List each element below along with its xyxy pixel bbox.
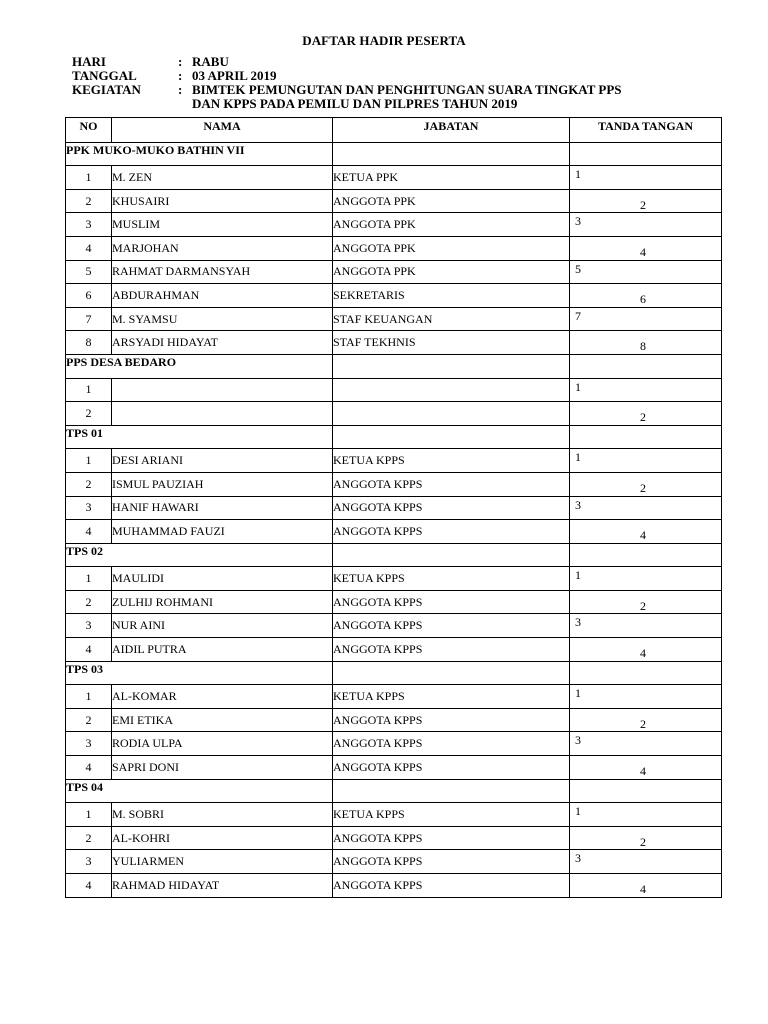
signature-cell[interactable] bbox=[570, 213, 722, 237]
signature-cell[interactable] bbox=[570, 142, 722, 166]
group-row bbox=[66, 354, 722, 378]
cell-no: 1 bbox=[66, 166, 112, 190]
cell-jabatan: ANGGOTA KPPS bbox=[333, 708, 570, 732]
cell-nama: DESI ARIANI bbox=[112, 449, 333, 473]
cell-no: 2 bbox=[66, 402, 112, 426]
cell-nama: HANIF HAWARI bbox=[112, 496, 333, 520]
cell-no: 1 bbox=[66, 685, 112, 709]
cell-no: 1 bbox=[66, 378, 112, 402]
signature-number: 2 bbox=[640, 716, 646, 731]
table-row bbox=[66, 402, 722, 426]
meta-block bbox=[72, 55, 632, 111]
cell-jabatan: ANGGOTA KPPS bbox=[333, 756, 570, 780]
table-row bbox=[66, 307, 722, 331]
cell-no: 4 bbox=[66, 874, 112, 898]
signature-number: 6 bbox=[640, 292, 646, 307]
signature-cell[interactable] bbox=[570, 189, 722, 213]
meta-value: BIMTEK PEMUNGUTAN DAN PENGHITUNGAN SUARA TINGKAT PPS DAN KPPS PADA PEMILU DAN PILPRES TAHUN 2019 bbox=[192, 82, 622, 111]
empty-cell bbox=[333, 425, 570, 449]
group-title: TPS 01 bbox=[66, 425, 333, 449]
cell-no: 4 bbox=[66, 236, 112, 260]
signature-number: 7 bbox=[575, 308, 581, 323]
empty-cell bbox=[333, 354, 570, 378]
signature-number: 1 bbox=[575, 450, 581, 465]
cell-jabatan: STAF TEKHNIS bbox=[333, 331, 570, 355]
group-row bbox=[66, 543, 722, 567]
signature-cell[interactable] bbox=[570, 708, 722, 732]
cell-nama: AL-KOMAR bbox=[112, 685, 333, 709]
cell-no: 2 bbox=[66, 826, 112, 850]
signature-cell[interactable] bbox=[570, 260, 722, 284]
cell-no: 2 bbox=[66, 590, 112, 614]
cell-jabatan: ANGGOTA KPPS bbox=[333, 614, 570, 638]
cell-no: 1 bbox=[66, 449, 112, 473]
cell-nama: EMI ETIKA bbox=[112, 708, 333, 732]
cell-jabatan: KETUA KPPS bbox=[333, 449, 570, 473]
cell-nama: KHUSAIRI bbox=[112, 189, 333, 213]
cell-nama: M. ZEN bbox=[112, 166, 333, 190]
signature-cell[interactable] bbox=[570, 874, 722, 898]
cell-no: 8 bbox=[66, 331, 112, 355]
table-row bbox=[66, 732, 722, 756]
cell-jabatan: ANGGOTA KPPS bbox=[333, 638, 570, 662]
cell-jabatan: KETUA KPPS bbox=[333, 803, 570, 827]
signature-number: 3 bbox=[575, 851, 581, 866]
cell-nama: M. SOBRI bbox=[112, 803, 333, 827]
signature-number: 3 bbox=[575, 497, 581, 512]
group-row bbox=[66, 425, 722, 449]
cell-jabatan: ANGGOTA KPPS bbox=[333, 850, 570, 874]
table-row bbox=[66, 850, 722, 874]
cell-jabatan: ANGGOTA KPPS bbox=[333, 496, 570, 520]
signature-number: 4 bbox=[640, 244, 646, 259]
header-nama: NAMA bbox=[112, 118, 333, 143]
meta-label: HARI bbox=[72, 54, 106, 69]
table-row bbox=[66, 331, 722, 355]
signature-number: 8 bbox=[640, 339, 646, 354]
signature-cell[interactable] bbox=[570, 826, 722, 850]
cell-nama: SAPRI DONI bbox=[112, 756, 333, 780]
signature-cell[interactable] bbox=[570, 638, 722, 662]
signature-cell[interactable] bbox=[570, 402, 722, 426]
signature-cell[interactable] bbox=[570, 425, 722, 449]
table-row bbox=[66, 756, 722, 780]
signature-number: 4 bbox=[640, 882, 646, 896]
cell-no: 2 bbox=[66, 472, 112, 496]
cell-jabatan: KETUA KPPS bbox=[333, 685, 570, 709]
signature-cell[interactable] bbox=[570, 732, 722, 756]
signature-number: 5 bbox=[575, 261, 581, 276]
signature-number: 4 bbox=[640, 646, 646, 661]
signature-cell[interactable] bbox=[570, 331, 722, 355]
cell-nama: ZULHIJ ROHMANI bbox=[112, 590, 333, 614]
table-row bbox=[66, 614, 722, 638]
table-row bbox=[66, 590, 722, 614]
group-title: TPS 02 bbox=[66, 543, 333, 567]
meta-row-tanggal bbox=[72, 69, 632, 83]
table-row bbox=[66, 638, 722, 662]
signature-cell[interactable] bbox=[570, 685, 722, 709]
group-row bbox=[66, 779, 722, 803]
cell-no: 1 bbox=[66, 803, 112, 827]
header-tanda-tangan: TANDA TANGAN bbox=[570, 118, 722, 143]
empty-cell bbox=[333, 543, 570, 567]
cell-no: 1 bbox=[66, 567, 112, 591]
group-title: TPS 04 bbox=[66, 779, 333, 803]
table-row bbox=[66, 189, 722, 213]
meta-colon: : bbox=[178, 82, 183, 97]
signature-cell[interactable] bbox=[570, 543, 722, 567]
signature-cell[interactable] bbox=[570, 354, 722, 378]
table-row bbox=[66, 520, 722, 544]
cell-no: 6 bbox=[66, 284, 112, 308]
meta-label: TANGGAL bbox=[72, 68, 137, 83]
signature-number: 3 bbox=[575, 733, 581, 748]
group-title: PPK MUKO-MUKO BATHIN VII bbox=[66, 142, 333, 166]
signature-cell[interactable] bbox=[570, 661, 722, 685]
signature-cell[interactable] bbox=[570, 378, 722, 402]
cell-nama: MARJOHAN bbox=[112, 236, 333, 260]
signature-cell[interactable] bbox=[570, 307, 722, 331]
signature-number: 2 bbox=[640, 197, 646, 212]
meta-value: RABU bbox=[192, 54, 229, 69]
signature-number: 4 bbox=[640, 764, 646, 779]
table-body bbox=[66, 142, 722, 897]
signature-number: 2 bbox=[640, 410, 646, 425]
cell-jabatan: ANGGOTA KPPS bbox=[333, 520, 570, 544]
signature-number: 4 bbox=[640, 528, 646, 543]
signature-cell[interactable] bbox=[570, 472, 722, 496]
cell-nama: MUSLIM bbox=[112, 213, 333, 237]
cell-nama: AIDIL PUTRA bbox=[112, 638, 333, 662]
signature-cell[interactable] bbox=[570, 284, 722, 308]
table-row bbox=[66, 472, 722, 496]
cell-no: 4 bbox=[66, 638, 112, 662]
cell-jabatan: ANGGOTA PPK bbox=[333, 260, 570, 284]
table-row bbox=[66, 803, 722, 827]
signature-number: 2 bbox=[640, 834, 646, 849]
cell-nama: ARSYADI HIDAYAT bbox=[112, 331, 333, 355]
table-row bbox=[66, 685, 722, 709]
meta-row-hari bbox=[72, 55, 632, 69]
document-title: DAFTAR HADIR PESERTA bbox=[302, 33, 466, 48]
cell-no: 4 bbox=[66, 756, 112, 780]
table-row bbox=[66, 378, 722, 402]
cell-jabatan: ANGGOTA PPK bbox=[333, 213, 570, 237]
signature-cell[interactable] bbox=[570, 496, 722, 520]
meta-row-kegiatan bbox=[72, 83, 632, 111]
table-header-row bbox=[66, 118, 722, 143]
cell-jabatan: ANGGOTA KPPS bbox=[333, 826, 570, 850]
signature-number: 2 bbox=[640, 598, 646, 613]
cell-no: 7 bbox=[66, 307, 112, 331]
cell-no: 3 bbox=[66, 213, 112, 237]
signature-cell[interactable] bbox=[570, 590, 722, 614]
table-row bbox=[66, 236, 722, 260]
cell-nama: MUHAMMAD FAUZI bbox=[112, 520, 333, 544]
meta-colon: : bbox=[178, 54, 183, 69]
cell-jabatan: KETUA PPK bbox=[333, 166, 570, 190]
meta-value: 03 APRIL 2019 bbox=[192, 68, 277, 83]
cell-nama: M. SYAMSU bbox=[112, 307, 333, 331]
header-no: NO bbox=[66, 118, 112, 143]
table-row bbox=[66, 449, 722, 473]
cell-nama bbox=[112, 402, 333, 426]
meta-colon: : bbox=[178, 68, 183, 83]
table-row bbox=[66, 874, 722, 898]
cell-jabatan bbox=[333, 402, 570, 426]
cell-nama bbox=[112, 378, 333, 402]
signature-cell[interactable] bbox=[570, 520, 722, 544]
header-jabatan: JABATAN bbox=[333, 118, 570, 143]
signature-cell[interactable] bbox=[570, 567, 722, 591]
table-row bbox=[66, 260, 722, 284]
cell-no: 5 bbox=[66, 260, 112, 284]
signature-cell[interactable] bbox=[570, 850, 722, 874]
table-row bbox=[66, 826, 722, 850]
cell-no: 3 bbox=[66, 614, 112, 638]
empty-cell bbox=[333, 142, 570, 166]
cell-jabatan: STAF KEUANGAN bbox=[333, 307, 570, 331]
cell-jabatan: ANGGOTA PPK bbox=[333, 189, 570, 213]
signature-number: 1 bbox=[575, 379, 581, 394]
group-title: TPS 03 bbox=[66, 661, 333, 685]
signature-cell[interactable] bbox=[570, 166, 722, 190]
cell-no: 2 bbox=[66, 189, 112, 213]
cell-nama: ISMUL PAUZIAH bbox=[112, 472, 333, 496]
cell-jabatan: ANGGOTA KPPS bbox=[333, 874, 570, 898]
signature-number: 1 bbox=[575, 568, 581, 583]
table-row bbox=[66, 284, 722, 308]
cell-jabatan: ANGGOTA KPPS bbox=[333, 732, 570, 756]
empty-cell bbox=[333, 661, 570, 685]
signature-number: 1 bbox=[575, 686, 581, 701]
table-row bbox=[66, 213, 722, 237]
cell-nama: RAHMAD HIDAYAT bbox=[112, 874, 333, 898]
table-row bbox=[66, 496, 722, 520]
cell-nama: YULIARMEN bbox=[112, 850, 333, 874]
cell-nama: RAHMAT DARMANSYAH bbox=[112, 260, 333, 284]
table-row bbox=[66, 166, 722, 190]
signature-cell[interactable] bbox=[570, 756, 722, 780]
cell-nama: AL-KOHRI bbox=[112, 826, 333, 850]
signature-cell[interactable] bbox=[570, 449, 722, 473]
group-row bbox=[66, 661, 722, 685]
cell-nama: MAULIDI bbox=[112, 567, 333, 591]
cell-jabatan bbox=[333, 378, 570, 402]
group-row bbox=[66, 142, 722, 166]
signature-number: 2 bbox=[640, 480, 646, 495]
meta-label: KEGIATAN bbox=[72, 82, 141, 97]
signature-cell[interactable] bbox=[570, 236, 722, 260]
cell-nama: ABDURAHMAN bbox=[112, 284, 333, 308]
cell-jabatan: SEKRETARIS bbox=[333, 284, 570, 308]
cell-jabatan: ANGGOTA KPPS bbox=[333, 590, 570, 614]
cell-no: 2 bbox=[66, 708, 112, 732]
cell-no: 3 bbox=[66, 496, 112, 520]
empty-cell bbox=[333, 779, 570, 803]
signature-number: 3 bbox=[575, 615, 581, 630]
group-title: PPS DESA BEDARO bbox=[66, 354, 333, 378]
cell-no: 3 bbox=[66, 732, 112, 756]
cell-jabatan: ANGGOTA PPK bbox=[333, 236, 570, 260]
signature-number: 3 bbox=[575, 214, 581, 229]
signature-number: 1 bbox=[575, 804, 581, 819]
cell-jabatan: KETUA KPPS bbox=[333, 567, 570, 591]
cell-jabatan: ANGGOTA KPPS bbox=[333, 472, 570, 496]
cell-nama: NUR AINI bbox=[112, 614, 333, 638]
signature-number: 1 bbox=[575, 167, 581, 182]
table-row bbox=[66, 567, 722, 591]
attendance-table bbox=[65, 117, 722, 898]
cell-nama: RODIA ULPA bbox=[112, 732, 333, 756]
cell-no: 4 bbox=[66, 520, 112, 544]
cell-no: 3 bbox=[66, 850, 112, 874]
table-row bbox=[66, 708, 722, 732]
signature-cell[interactable] bbox=[570, 779, 722, 803]
signature-cell[interactable] bbox=[570, 803, 722, 827]
signature-cell[interactable] bbox=[570, 614, 722, 638]
